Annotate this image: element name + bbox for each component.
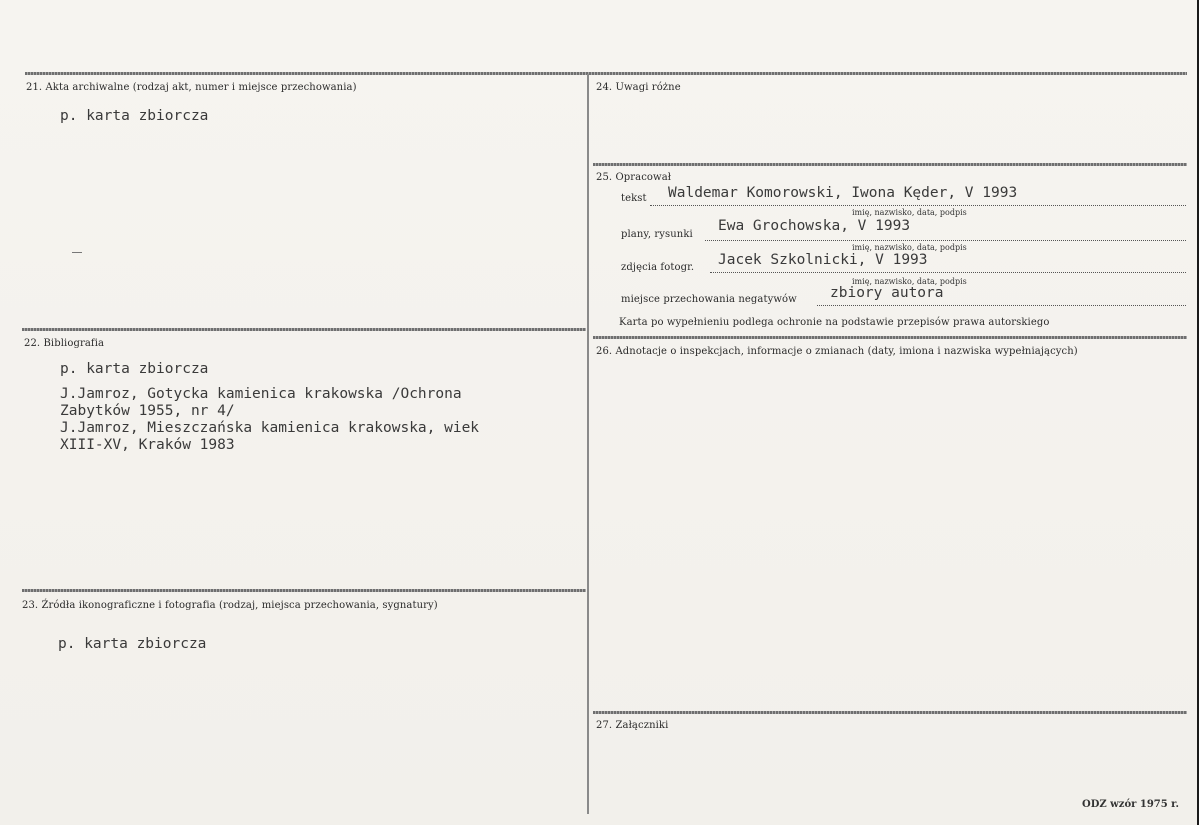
author-text-value: Waldemar Komorowski, Iwona Kęder, V 1993 xyxy=(668,185,1018,201)
drawings-caption: imię, nazwisko, data, podpis xyxy=(852,243,967,252)
rule-s22 xyxy=(22,328,586,331)
section-27-label: 27. Załączniki xyxy=(596,720,669,731)
rule-s25 xyxy=(593,163,1187,166)
rule-s27 xyxy=(593,711,1187,714)
photos-value: Jacek Szkolnicki, V 1993 xyxy=(718,252,928,268)
negatives-line xyxy=(817,305,1186,306)
author-text-line xyxy=(650,205,1186,206)
drawings-value: Ewa Grochowska, V 1993 xyxy=(718,218,911,234)
bibliography-line-3: Zabytków 1955, nr 4/ xyxy=(60,403,235,419)
photos-line xyxy=(710,272,1186,273)
section-25-label: 25. Opracował xyxy=(596,172,672,183)
stray-mark xyxy=(72,252,82,253)
bibliography-line-2: J.Jamroz, Gotycka kamienica krakowska /Ochrona xyxy=(60,386,462,402)
section-21-label: 21. Akta archiwalne (rodzaj akt, numer i miejsce przechowania) xyxy=(26,82,357,93)
photos-caption: imię, nazwisko, data, podpis xyxy=(852,277,967,286)
section-23-text: p. karta zbiorcza xyxy=(58,636,207,652)
section-24-label: 24. Uwagi różne xyxy=(596,82,681,93)
form-code: ODZ wzór 1975 r. xyxy=(1082,799,1180,810)
rule-s26 xyxy=(593,336,1187,339)
drawings-label: plany, rysunki xyxy=(621,229,693,240)
drawings-line xyxy=(705,240,1186,241)
section-23-label: 23. Źródła ikonograficzne i fotografia (rodzaj, miejsca przechowania, sygnatury) xyxy=(22,600,438,611)
section-21-text: p. karta zbiorcza xyxy=(60,108,209,124)
negatives-label: miejsce przechowania negatywów xyxy=(621,294,797,305)
top-rule xyxy=(25,72,1187,75)
bibliography-line-5: XIII-XV, Kraków 1983 xyxy=(60,437,235,453)
section-22-label: 22. Bibliografia xyxy=(24,338,105,349)
author-text-caption: imię, nazwisko, data, podpis xyxy=(852,208,967,217)
author-text-label: tekst xyxy=(621,193,647,204)
rule-s23 xyxy=(22,589,586,592)
copyright-note: Karta po wypełnieniu podlega ochronie na podstawie przepisów prawa autorskiego xyxy=(619,317,1050,328)
bibliography-line-4: J.Jamroz, Mieszczańska kamienica krakowska, wiek xyxy=(60,420,480,436)
bibliography-line-1: p. karta zbiorcza xyxy=(60,361,209,377)
section-26-label: 26. Adnotacje o inspekcjach, informacje o zmianach (daty, imiona i nazwiska wypełniających) xyxy=(596,346,1078,357)
photos-label: zdjęcia fotogr. xyxy=(621,262,695,273)
negatives-value: zbiory autora xyxy=(830,285,944,301)
column-divider xyxy=(587,74,589,814)
